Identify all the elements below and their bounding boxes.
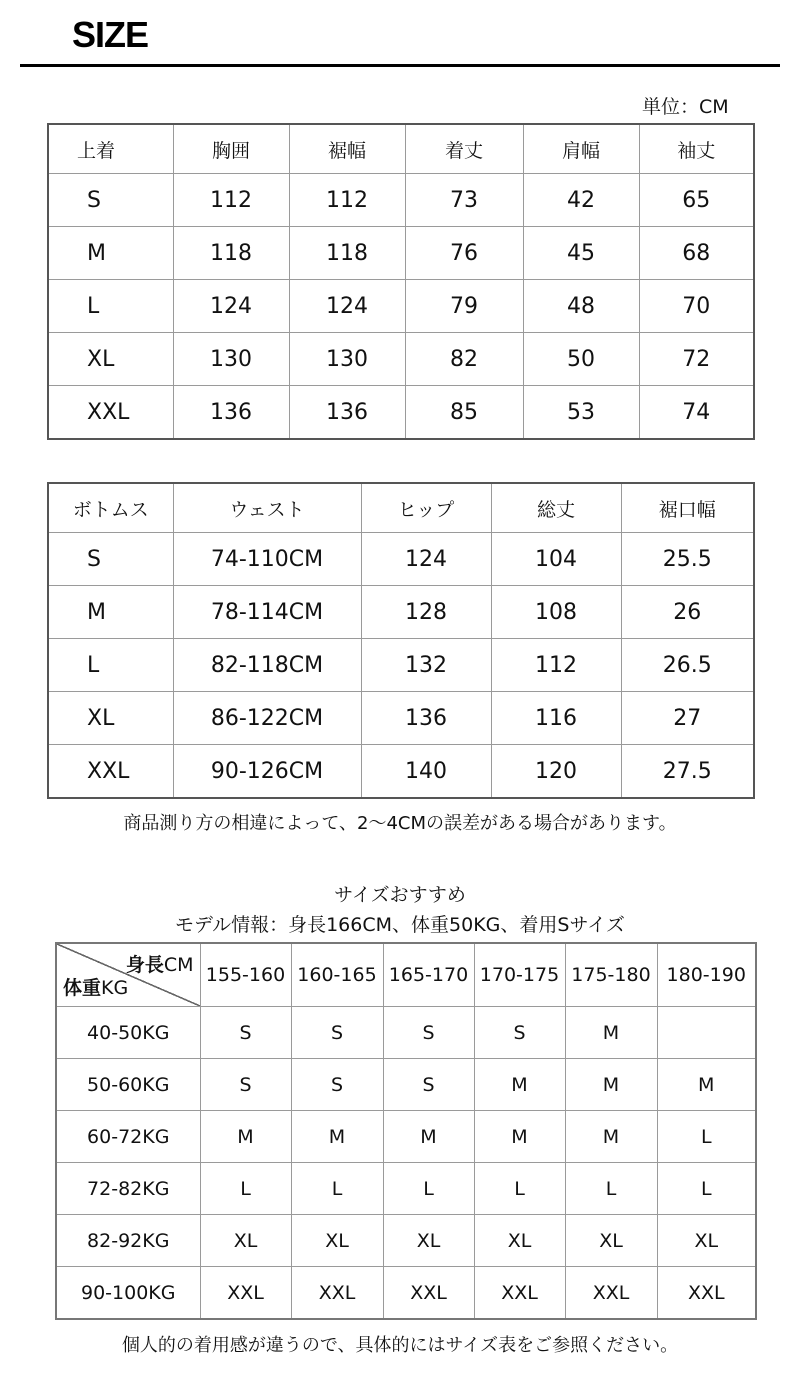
table-header-row (48, 124, 754, 174)
table-cell: M (657, 1059, 756, 1111)
column-header: 袖丈 (639, 124, 754, 174)
table-row (48, 745, 754, 799)
table-cell: S (200, 1059, 291, 1111)
column-header: 胸囲 (173, 124, 289, 174)
table-cell: 73 (405, 174, 523, 227)
bottoms-size-table (47, 482, 755, 799)
table-cell: XXL (383, 1267, 474, 1320)
table-cell: 48 (523, 280, 639, 333)
table-cell: 82-118CM (173, 639, 361, 692)
table-row (56, 1007, 756, 1059)
table-cell: 76 (405, 227, 523, 280)
weight-cell: 40-50KG (56, 1007, 200, 1059)
weight-cell: 90-100KG (56, 1267, 200, 1320)
table-cell: S (474, 1007, 565, 1059)
table-cell: XL (474, 1215, 565, 1267)
table-cell: 79 (405, 280, 523, 333)
height-header: 170-175 (474, 943, 565, 1007)
table-cell: L (657, 1163, 756, 1215)
table-cell: L (383, 1163, 474, 1215)
table-cell: L (474, 1163, 565, 1215)
table-row (48, 227, 754, 280)
weight-cell: 50-60KG (56, 1059, 200, 1111)
table-header-row (48, 483, 754, 533)
table-cell: XL (383, 1215, 474, 1267)
table-row (56, 1267, 756, 1320)
height-header: 165-170 (383, 943, 474, 1007)
table-cell: S (383, 1059, 474, 1111)
table-cell: S (383, 1007, 474, 1059)
size-cell: S (48, 533, 173, 586)
table-cell: XXL (474, 1267, 565, 1320)
table-cell: 74-110CM (173, 533, 361, 586)
table-cell: 124 (361, 533, 491, 586)
table-row (48, 586, 754, 639)
height-header: 175-180 (565, 943, 657, 1007)
table-cell: 27 (621, 692, 754, 745)
table-cell: 136 (361, 692, 491, 745)
table-cell: 27.5 (621, 745, 754, 799)
table-row (48, 692, 754, 745)
table-cell: 45 (523, 227, 639, 280)
height-header: 160-165 (291, 943, 383, 1007)
table-row (48, 639, 754, 692)
model-info: モデル情報：身長166CM、体重50KG、着用Sサイズ (175, 914, 625, 936)
height-header: 155-160 (200, 943, 291, 1007)
size-cell: M (48, 586, 173, 639)
table-cell: 104 (491, 533, 621, 586)
table-cell: 132 (361, 639, 491, 692)
table-cell: 120 (491, 745, 621, 799)
table-cell: 65 (639, 174, 754, 227)
column-header: 裾幅 (289, 124, 405, 174)
table-cell: L (291, 1163, 383, 1215)
table-cell: XL (565, 1215, 657, 1267)
height-axis-label: 身長CM (125, 954, 194, 976)
measurement-note: 商品測り方の相違によって、2～4CMの誤差がある場合があります。 (123, 813, 677, 834)
table-cell: M (565, 1007, 657, 1059)
table-cell: XXL (657, 1267, 756, 1320)
table-cell: S (200, 1007, 291, 1059)
column-header: ウェスト (173, 483, 361, 533)
table-cell: 86-122CM (173, 692, 361, 745)
table-cell: 130 (289, 333, 405, 386)
table-row (56, 1111, 756, 1163)
column-header: 総丈 (491, 483, 621, 533)
table-cell: M (565, 1059, 657, 1111)
table-row (48, 280, 754, 333)
unit-label: 単位：CM (642, 96, 729, 118)
table-cell: 118 (173, 227, 289, 280)
table-cell: XXL (200, 1267, 291, 1320)
weight-cell: 72-82KG (56, 1163, 200, 1215)
table-cell: 136 (289, 386, 405, 440)
size-cell: XL (48, 692, 173, 745)
recommendation-title: サイズおすすめ (334, 884, 466, 906)
table-cell: 50 (523, 333, 639, 386)
table-cell: L (657, 1111, 756, 1163)
tops-size-table (47, 123, 755, 440)
table-row (48, 533, 754, 586)
size-recommendation-table (55, 942, 757, 1320)
table-cell: M (474, 1059, 565, 1111)
table-row (56, 1163, 756, 1215)
table-cell: XXL (291, 1267, 383, 1320)
table-cell: 118 (289, 227, 405, 280)
table-cell: M (291, 1111, 383, 1163)
size-cell: L (48, 280, 173, 333)
table-cell: 112 (491, 639, 621, 692)
table-cell: 136 (173, 386, 289, 440)
table-row (48, 174, 754, 227)
table-cell: 53 (523, 386, 639, 440)
table-cell: 90-126CM (173, 745, 361, 799)
size-cell: S (48, 174, 173, 227)
table-cell: 78-114CM (173, 586, 361, 639)
table-cell: 82 (405, 333, 523, 386)
table-cell: M (383, 1111, 474, 1163)
table-cell: M (565, 1111, 657, 1163)
table-cell: M (200, 1111, 291, 1163)
column-header: 裾口幅 (621, 483, 754, 533)
table-cell: 124 (173, 280, 289, 333)
table-cell: 74 (639, 386, 754, 440)
table-cell: 26 (621, 586, 754, 639)
table-cell: 112 (289, 174, 405, 227)
table-row (48, 386, 754, 440)
column-header: 着丈 (405, 124, 523, 174)
column-header: 肩幅 (523, 124, 639, 174)
table-cell: 130 (173, 333, 289, 386)
table-row (56, 1215, 756, 1267)
height-header: 180-190 (657, 943, 756, 1007)
table-cell: XL (291, 1215, 383, 1267)
table-cell: 68 (639, 227, 754, 280)
column-header: ヒップ (361, 483, 491, 533)
column-header: 上着 (48, 124, 173, 174)
table-cell: XXL (565, 1267, 657, 1320)
table-cell: 25.5 (621, 533, 754, 586)
table-cell (657, 1007, 756, 1059)
column-header: ボトムス (48, 483, 173, 533)
weight-axis-label: 体重KG (63, 977, 129, 999)
table-header-row (56, 943, 756, 1007)
fit-note: 個人的の着用感が違うので、具体的にはサイズ表をご参照ください。 (121, 1335, 679, 1356)
table-cell: 108 (491, 586, 621, 639)
table-cell: S (291, 1007, 383, 1059)
table-cell: 128 (361, 586, 491, 639)
size-cell: L (48, 639, 173, 692)
table-cell: 124 (289, 280, 405, 333)
table-cell: 26.5 (621, 639, 754, 692)
table-cell: 85 (405, 386, 523, 440)
weight-cell: 82-92KG (56, 1215, 200, 1267)
table-cell: 112 (173, 174, 289, 227)
weight-cell: 60-72KG (56, 1111, 200, 1163)
table-cell: 72 (639, 333, 754, 386)
size-cell: XL (48, 333, 173, 386)
size-cell: M (48, 227, 173, 280)
table-cell: 140 (361, 745, 491, 799)
page-title: SIZE (72, 14, 149, 55)
table-cell: L (565, 1163, 657, 1215)
diagonal-header-cell (56, 943, 200, 1007)
table-cell: M (474, 1111, 565, 1163)
table-cell: 42 (523, 174, 639, 227)
size-cell: XXL (48, 386, 173, 440)
table-cell: S (291, 1059, 383, 1111)
table-cell: L (200, 1163, 291, 1215)
table-cell: XL (657, 1215, 756, 1267)
size-cell: XXL (48, 745, 173, 799)
table-cell: 70 (639, 280, 754, 333)
table-cell: 116 (491, 692, 621, 745)
table-row (56, 1059, 756, 1111)
table-row (48, 333, 754, 386)
title-divider (20, 64, 780, 67)
table-cell: XL (200, 1215, 291, 1267)
